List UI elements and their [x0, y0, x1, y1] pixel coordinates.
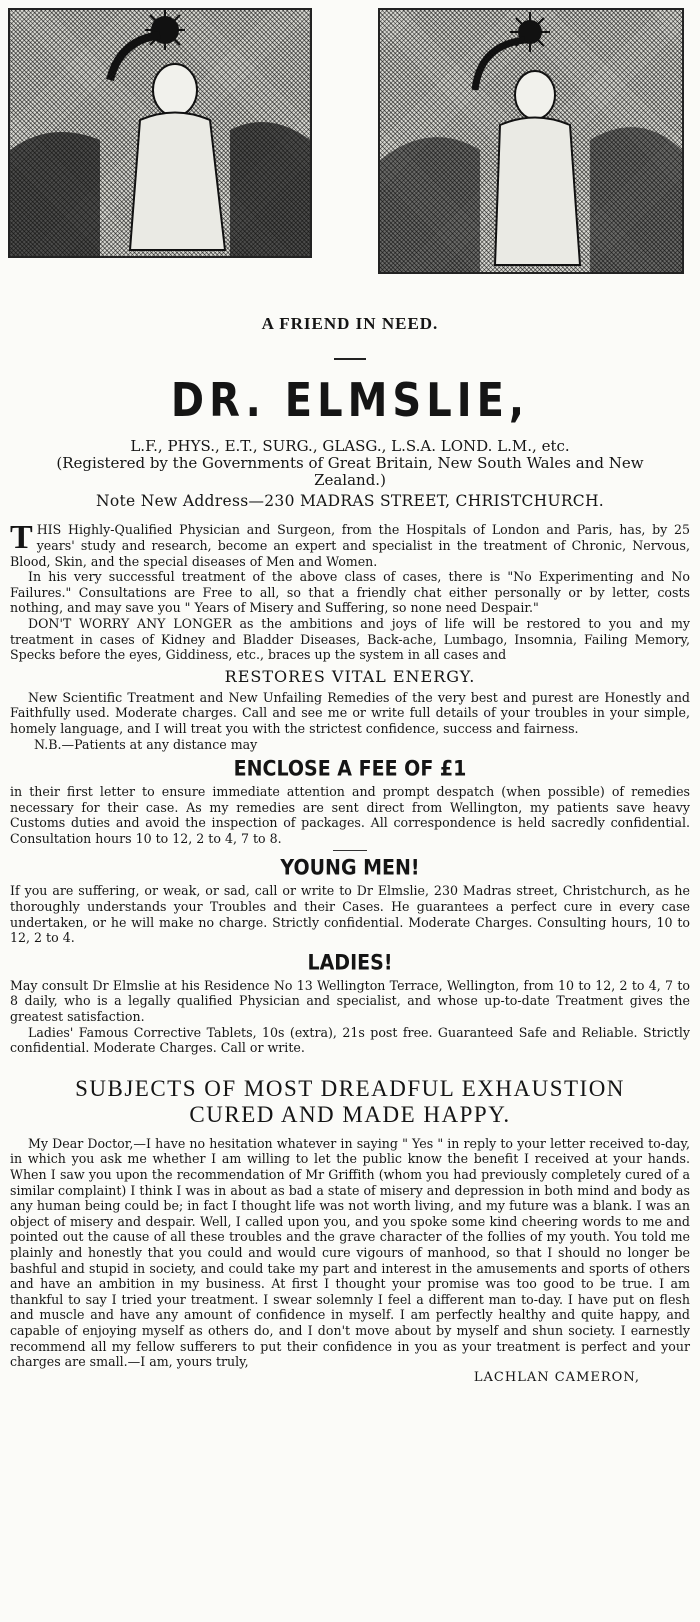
- qualifications: [20, 438, 680, 488]
- ladies-paragraph-2: Ladies' Famous Corrective Tablets, 10s (extra), 21s post free. Guaranteed Safe and Reliable. Strictly confidential. Moderate Charges. Call or write.: [10, 1024, 690, 1056]
- vital-energy-heading: RESTORES VITAL ENERGY.: [224, 666, 476, 686]
- address: Note New Address—230 MADRAS STREET, CHRISTCHURCH.: [95, 492, 604, 511]
- nb-paragraph: N.B.—Patients at any distance may: [34, 736, 258, 752]
- qualifications-line: L.F., PHYS., E.T., SURG., GLASG., L.S.A. LOND. L.M., etc.: [130, 437, 570, 455]
- testimonial-heading: [10, 1076, 690, 1128]
- doctor-name: DR. ELMSLIE,: [170, 374, 530, 428]
- ladies-heading: LADIES!: [307, 950, 393, 975]
- drop-cap: T: [10, 519, 33, 557]
- registration-line: (Registered by the Governments of Great Britain, New South Wales and New Zealand.): [56, 453, 644, 489]
- testimonial-heading-line-2: CURED AND MADE HAPPY.: [189, 1101, 511, 1127]
- divider: [334, 358, 366, 360]
- ladies-paragraph-1: May consult Dr Elmslie at his Residence No 13 Wellington Terrace, Wellington, from 10 to 12, 2 to 4, 7 to 8 daily, who is a legally qualified Physician and specialist, and whose up-to-date Treatment gives the greatest satisfaction.: [10, 977, 690, 1025]
- sun-maiden-engraving-icon: [380, 10, 682, 272]
- fee-heading: ENCLOSE A FEE OF £1: [233, 757, 467, 782]
- intro-paragraph-3: DON'T WORRY ANY LONGER as the ambitions and joys of life will be restored to you and my treatment in cases of Kidney and Bladder Diseases, Back-ache, Lumbago, Insomnia, Failing Memory, Specks before the eyes, Giddiness, etc., braces up the system in all cases and: [10, 615, 690, 663]
- testimonial-letter: My Dear Doctor,—I have no hesitation whatever in saying " Yes " in reply to your letter received to-day, in which you ask me whether I am willing to let the public know the benefit I received at your hands. When I saw you upon the recommendation of Mr Griffith (whom you had previously completely cured of a similar complaint) I think I was in about as bad a state of misery and depression in both mind and body as any human being could be; in fact I thought life was not worth living, and my future was a blank. I was an object of misery and despair. Well, I called upon you, and you spoke some kind cheering words to me and pointed out the cause of all these troubles and the grave character of the follies of my youth. You told me plainly and honestly that you could and would cure vigours of manhood, so that I should no longer be bashful and stupid in society, and could take my part and interest in the amusements and sports of others and have an ambition in my business. At first I thought your promise was too good to be true. I am thankful to say I tried your treatment. I swear solemnly I feel a different man to-day. I have put on flesh and muscle and have any amount of confidence in myself. I am perfectly healthy and quite happy, and capable of enjoying myself as others do, and I don't move about by myself and shun society. I earnestly recommend all my fellow sufferers to put their confidence in you as your treatment is perfect and your charges are small.—I am, yours truly,: [10, 1135, 690, 1370]
- young-men-heading: YOUNG MEN!: [280, 856, 420, 881]
- intro-paragraph-1: [0, 519, 700, 569]
- headline: A FRIEND IN NEED.: [261, 314, 439, 333]
- divider: [333, 850, 367, 851]
- advertisement-body: [0, 300, 700, 1385]
- intro-paragraph-2: In his very successful treatment of the above class of cases, there is "No Experimenting and No Failures." Consultations are Free to all, so that a friendly chat either personally or by letter, costs nothing, and may save you " Years of Misery and Suffering, so none need Despair.": [10, 569, 690, 616]
- young-men-paragraph: If you are suffering, or weak, or sad, call or write to Dr Elmslie, 230 Madras street, Christchurch, as he thoroughly understands your Troubles and their Cases. He guarantees a perfect cure in every case undertaken, or he will make no charge. Strictly confidential. Moderate Charges. Consulting hours, 10 to 12, 2 to 4.: [10, 883, 690, 946]
- treatment-paragraph: New Scientific Treatment and New Unfailing Remedies of the very best and purest are Honestly and Faithfully used. Moderate charges. Call and see me or write full details of your troubles in your simple, homely language, and I will treat you with the strictest confidence, success and fairness.: [10, 689, 690, 736]
- fee-paragraph: in their first letter to ensure immediate attention and prompt despatch (when possible) of remedies necessary for their case. As my remedies are sent direct from Wellington, my patients save heavy Customs duties and avoid the inspection of packages. All correspondence is held sacredly confidential. Consultation hours 10 to 12, 2 to 4, 7 to 8.: [10, 784, 690, 846]
- signature: LACHLAN CAMERON,: [473, 1369, 640, 1385]
- sun-maiden-engraving-icon: [10, 10, 310, 256]
- intro-text-1: HIS Highly-Qualified Physician and Surgeon, from the Hospitals of London and Paris, has, by 25 years' study and research, become an expert and specialist in the treatment of Chronic, Nervous, Blood, Skin, and the special diseases of Men and Women.: [10, 522, 690, 569]
- testimonial-heading-line-1: SUBJECTS OF MOST DREADFUL EXHAUSTION: [75, 1075, 625, 1101]
- illustration-left: [8, 8, 312, 258]
- illustration-right: [378, 8, 684, 274]
